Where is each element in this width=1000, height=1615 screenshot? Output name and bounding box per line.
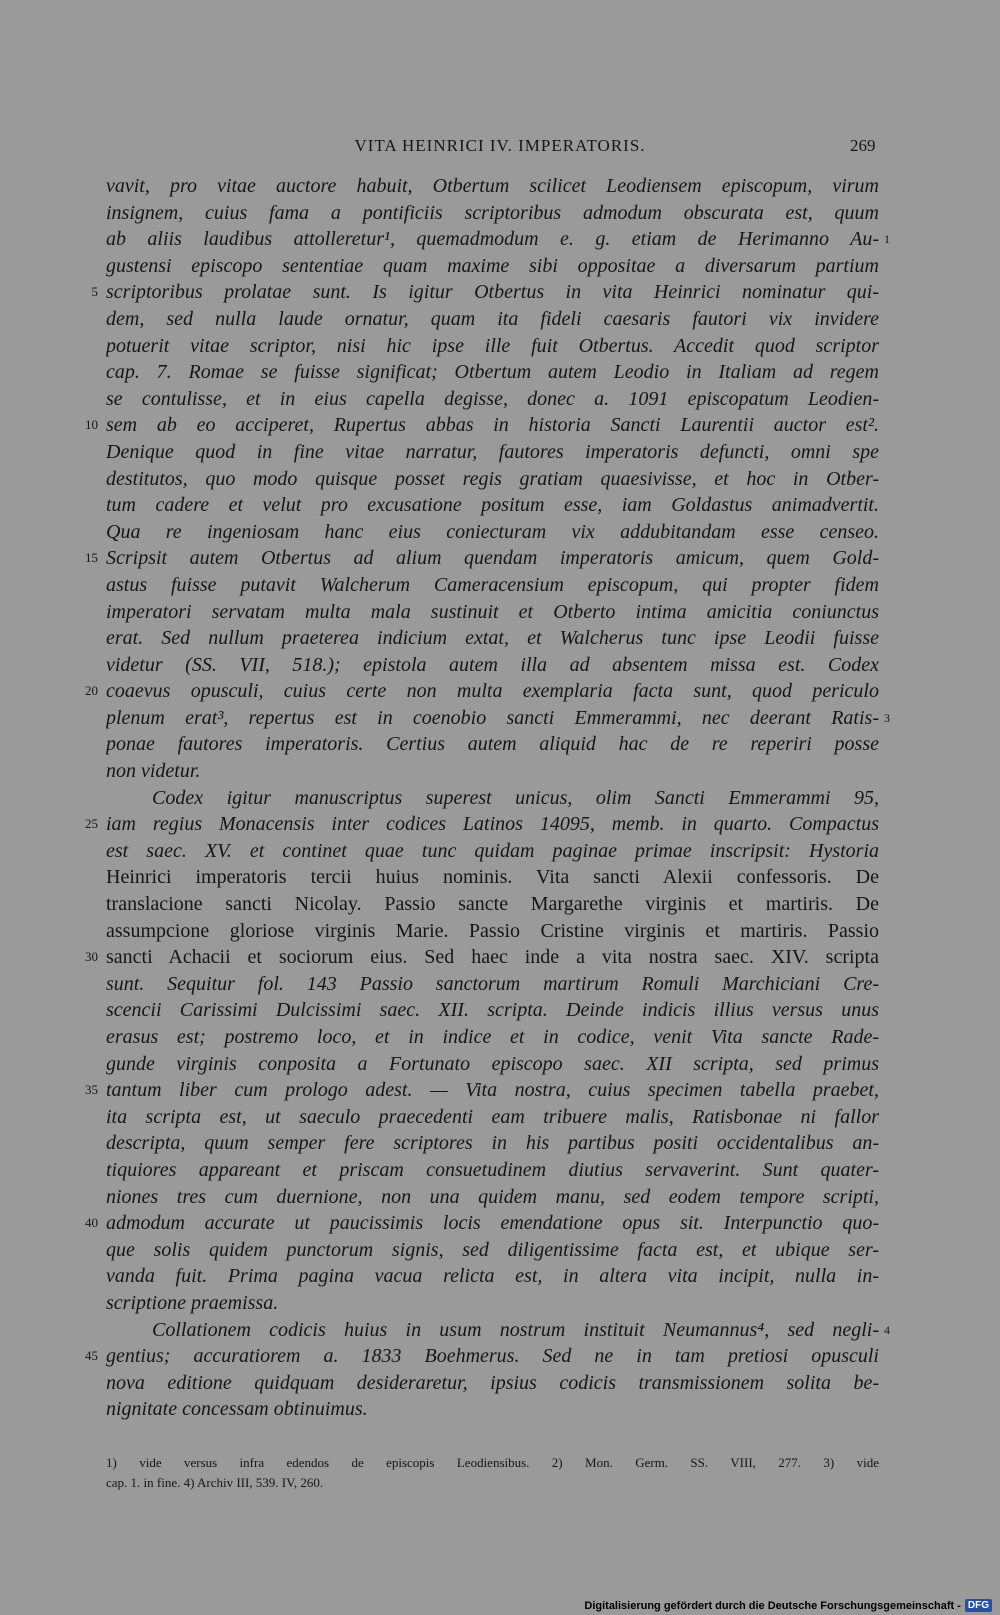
text-line: dem, sed nulla laude ornatur, quam ita fideli caesaris fautori vix invidere [106,307,879,330]
text-line: descripta, quum semper fere scriptores in his partibus positi occidentalibus an- [106,1132,879,1155]
text-line: Heinrici imperatoris tercii huius nominis. Vita sancti Alexii confessoris. De [106,866,879,889]
text-line: gentius; accuratiorem a. 1833 Boehmerus. Sed ne in tam pretiosi opusculi [106,1345,879,1368]
text-line: Qua re ingeniosam hanc eius coniecturam vix addubitandam esse censeo. [106,520,879,543]
text-line: ab aliis laudibus attolleretur¹, quemadmodum e. g. etiam de Herimanno Au- [106,228,879,251]
line-number: 10 [85,417,98,433]
text-line: vavit, pro vitae auctore habuit, Otbertum scilicet Leodiensem episcopum, virum [106,175,879,197]
text-line: que solis quidem punctorum signis, sed diligentissime facta est, et ubique ser- [106,1238,879,1261]
text-line: se contulisse, et in eius capella degisse, donec a. 1091 episcopatum Leodien- [106,387,879,410]
dfg-logo: DFG [965,1599,992,1612]
text-line: destitutos, quo modo quisque posset regis gratiam quaesivisse, et hoc in Otber- [106,467,879,490]
line-number: 25 [85,816,98,832]
page-number: 269 [850,136,876,155]
text-line: ita scripta est, ut saeculo praecedenti eam tribuere malis, Ratisbonae ni fallor [106,1105,879,1128]
line-number: 5 [91,284,98,300]
text-line: est saec. XV. et continet quae tunc quidam paginae primae inscripsit: Hystoria [106,839,879,862]
text-line: scriptoribus prolatae sunt. Is igitur Otbertus in vita Heinrici nominatur qui- [106,281,879,304]
text-line: iam regius Monacensis inter codices Latinos 14095, memb. in quarto. Compactus [106,813,879,836]
footnote-line: 1) vide versus infra edendos de episcopis Leodiensibus. 2) Mon. Germ. SS. VIII, 277. 3) vide [106,1455,879,1470]
text-line: nova editione quidquam desideraretur, ipsius codicis transmissionem solita be- [106,1371,879,1394]
text-line: ponae fautores imperatoris. Certius autem aliquid hac de re reperiri posse [106,733,879,756]
text-line: scencii Carissimi Dulcissimi saec. XII. scripta. Deinde indicis illius versus unus [106,999,879,1022]
text-line: niones tres cum duernione, non una quidem manu, sed eodem tempore scripti, [106,1185,879,1208]
text-line: scriptione praemissa. [106,1291,279,1314]
text-line: Collationem codicis huius in usum nostrum instituit Neumannus⁴, sed negli- [152,1318,879,1341]
line-number: 30 [85,949,98,965]
text-line: gunde virginis conposita a Fortunato episcopo saec. XII scripta, sed primus [106,1052,879,1075]
digitization-credit [584,1599,992,1612]
line-number: 15 [85,550,98,566]
text-line: plenum erat³, repertus est in coenobio sancti Emmerammi, nec deerant Ratis- [106,706,879,729]
text-line: Denique quod in fine vitae narratur, fautores imperatoris defuncti, omni spe [106,440,879,463]
line-number: 40 [85,1215,98,1231]
text-line: erasus est; postremo loco, et in indice et in codice, venit Vita sancte Rade- [106,1026,879,1048]
text-line: sancti Achacii et sociorum eius. Sed haec inde a vita nostra saec. XIV. scripta [106,946,879,969]
footnotes [106,1453,879,1493]
margin-footnote-marker: 1 [884,232,890,247]
text-line: astus fuisse putavit Walcherum Cameracensium episcopum, qui propter fidem [106,573,879,596]
footnote-line: cap. 1. in fine. 4) Archiv III, 539. IV, 260. [106,1475,324,1490]
text-line: vanda fuit. Prima pagina vacua relicta est, in altera vita incipit, nulla in- [106,1265,879,1288]
text-line: tiquiores appareant et priscam consuetudinem diutius servaverint. Sunt quater- [106,1158,879,1181]
text-line: nignitate concessam obtinuimus. [106,1398,368,1421]
text-line: videtur (SS. VII, 518.); epistola autem illa ad absentem missa est. Codex [106,653,879,676]
body-text [106,173,879,1423]
text-line: admodum accurate ut paucissimis locis emendatione opus sit. Interpunctio quo- [106,1212,879,1235]
text-line: Scripsit autem Otbertus ad alium quendam imperatoris amicum, quem Gold- [106,547,879,570]
line-number: 35 [85,1082,98,1098]
text-line: sunt. Sequitur fol. 143 Passio sanctorum martirum Romuli Marchiciani Cre- [106,972,879,995]
text-line: tantum liber cum prologo adest. — Vita nostra, cuius specimen tabella praebet, [106,1079,879,1102]
text-line: erat. Sed nullum praeterea indicium extat, et Walcherus tunc ipse Leodii fuisse [106,627,879,650]
text-line: non videtur. [106,760,201,783]
line-number: 20 [85,683,98,699]
margin-footnote-marker: 3 [884,711,890,725]
text-line: cap. 7. Romae se fuisse significat; Otbertum autem Leodio in Italiam ad regem [106,361,879,384]
text-line: potuerit vitae scriptor, nisi hic ipse ille fuit Otbertus. Accedit quod scriptor [106,334,879,357]
margin-footnote-marker: 4 [884,1322,890,1337]
credit-text: Digitalisierung gefördert durch die Deutsche Forschungsgemeinschaft - [584,1599,961,1612]
text-line: insignem, cuius fama a pontificiis scriptoribus admodum obscurata est, quum [106,201,879,224]
text-line: coaevus opusculi, cuius certe non multa exemplaria facta sunt, quod periculo [106,680,879,703]
text-line: sem ab eo acciperet, Rupertus abbas in historia Sancti Laurentii auctor est². [106,414,879,437]
running-title: VITA HEINRICI IV. IMPERATORIS. [354,136,646,155]
text-line: gustensi episcopo sententiae quam maxime sibi oppositae a diversarum partium [106,254,879,277]
line-number: 45 [85,1348,98,1364]
text-line: Codex igitur manuscriptus superest unicus, olim Sancti Emmerammi 95, [152,786,879,809]
text-line: assumpcione gloriose virginis Marie. Passio Cristine virginis et martiris. Passio [106,919,879,942]
text-line: imperatori servatam multa mala sustinuit et Otberto intima amicitia coniunctus [106,600,879,623]
text-line: tum cadere et velut pro excusatione positum esse, iam Goldastus animadvertit. [106,494,879,517]
text-line: translacione sancti Nicolay. Passio sancte Margarethe virginis et martiris. De [106,893,879,916]
